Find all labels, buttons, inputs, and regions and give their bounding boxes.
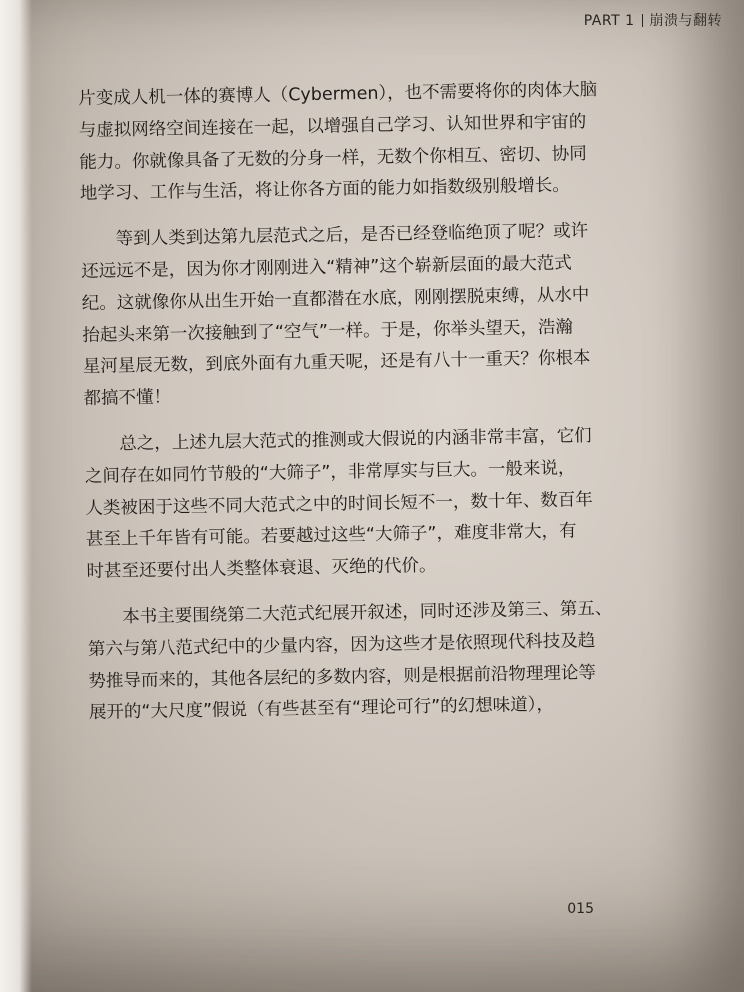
running-head-part: PART 1 <box>583 13 635 29</box>
text-line: 与虚拟网络空间连接在一起，以增强自己学习、认知世界和宇宙的 <box>78 111 587 141</box>
paragraph <box>84 420 627 588</box>
paragraph <box>78 75 620 212</box>
page-number: 015 <box>567 901 594 917</box>
text-line: 甚至上千年皆有可能。若要越过这些“大筛子”，难度非常大，有 <box>85 521 577 551</box>
text-line: 地学习、工作与生活，将让你各方面的能力如指数级别般增长。 <box>79 175 571 205</box>
text-line: 片变成人机一体的赛博人（Cybermen），也不需要将你的肉体大脑 <box>78 79 598 109</box>
text-line: 展开的“大尺度”假说（有些甚至有“理论可行”的幻想味道）， <box>88 695 555 724</box>
running-head-separator <box>642 14 643 27</box>
running-head-title: 崩溃与翻转 <box>649 13 722 29</box>
text-line: 抬起头来第一次接触到了“空气”一样。于是，你举头望天，浩瀚 <box>82 316 574 346</box>
text-line: 第六与第八范式纪中的少量内容，因为这些才是依照现代科技及趋 <box>87 630 596 660</box>
text-line: 等到人类到达第九层范式之后，是否已经登临绝顶了呢？或许 <box>115 221 589 250</box>
running-head <box>584 10 722 30</box>
text-line: 都搞不懂！ <box>83 387 172 410</box>
text-line: 时甚至还要付出人类整体衰退、灭绝的代价。 <box>86 555 437 583</box>
text-line: 本书主要围绕第二大范式纪展开叙述，同时还涉及第三、第五、 <box>122 598 613 628</box>
paragraph <box>87 593 629 730</box>
text-line: 之间存在如同竹节般的“大筛子”，非常厚实与巨大。一般来说， <box>84 458 576 487</box>
book-gutter <box>0 0 32 992</box>
text-line: 总之，上述九层大范式的推测或大假说的内涵非常丰富，它们 <box>119 426 592 455</box>
text-line: 还远远不是，因为你才刚刚进入“精神”这个崭新层面的最大范式 <box>81 253 573 282</box>
text-line: 星河星辰无数，到底外面有九重天呢，还是有八十一重天？你根本 <box>82 348 591 378</box>
text-line: 纪。这就像你从出生开始一直都潜在水底，刚刚摆脱束缚，从水中 <box>81 284 590 314</box>
text-line: 势推导而来的，其他各层纪的多数内容，则是根据前沿物理理论等 <box>88 662 597 692</box>
text-line: 能力。你就像具备了无数的分身一样，无数个你相互、密切、协同 <box>79 143 587 173</box>
text-line: 人类被困于这些不同大范式之中的时间长短不一，数十年、数百年 <box>85 489 594 519</box>
page-body-text <box>78 75 629 730</box>
paragraph <box>80 216 623 416</box>
